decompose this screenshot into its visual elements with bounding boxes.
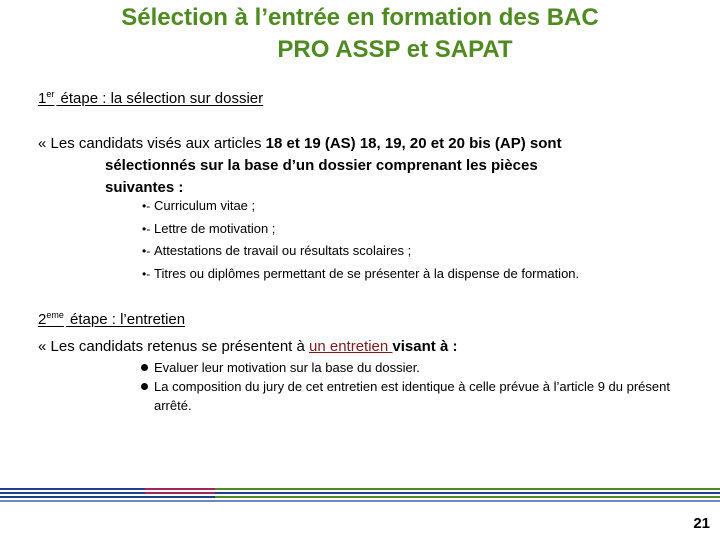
step-2-heading: [38, 306, 185, 329]
title-line-1: Sélection à l’entrée en formation des BAC: [121, 4, 599, 31]
list-item: •- Curriculum vitae ;: [142, 195, 579, 218]
list-item: •- Attestations de travail ou résultats scolaires ;: [142, 240, 579, 263]
footer-bar: [215, 500, 720, 502]
para-1-line-3: suivantes :: [105, 179, 184, 196]
dot-bullet-icon: [141, 364, 148, 371]
footer-bar: [215, 496, 720, 498]
slide-title: [0, 2, 720, 66]
para-1-articles: 18 et 19 (AS) 18, 19, 20 et 20 bis (AP) sont: [265, 135, 562, 152]
step-1-superscript: er: [46, 89, 55, 99]
list-item: •- Lettre de motivation ;: [142, 218, 579, 241]
footer-bar: [145, 500, 215, 502]
footer-bar: [145, 496, 215, 498]
footer-bar: [145, 492, 215, 494]
list-item: Evaluer leur motivation sur la base du dossier.: [132, 358, 692, 377]
dash-bullet-icon: •-: [142, 221, 151, 236]
footer-decoration: [0, 484, 720, 504]
footer-bar: [0, 492, 145, 494]
interview-highlight: un entretien: [309, 338, 393, 355]
step-2-superscript: eme: [46, 310, 64, 320]
page-number: 21: [693, 515, 710, 532]
step-2-label: étape : l’entretien: [70, 311, 186, 328]
para-2-intro: « Les candidats retenus se présentent à: [38, 338, 310, 355]
footer-bar: [0, 500, 145, 502]
dash-bullet-icon: •-: [142, 244, 151, 258]
dot-bullet-icon: [141, 383, 148, 390]
title-line-2: PRO ASSP et SAPAT: [277, 36, 513, 63]
step-2-paragraph: [38, 336, 658, 358]
step-1-number: 1: [38, 90, 47, 107]
footer-bar: [215, 488, 720, 490]
documents-list: [142, 195, 579, 285]
footer-bar: [145, 488, 215, 490]
dash-bullet-icon: •-: [142, 199, 151, 213]
para-2-end: visant à :: [392, 338, 458, 355]
para-1-intro: « Les candidats visés aux articles: [38, 135, 266, 152]
para-1-line-2: sélectionnés sur la base d’un dossier comprenant les pièces: [105, 157, 538, 174]
footer-bar: [0, 488, 145, 490]
list-item: La composition du jury de cet entretien est identique à celle prévue à l’article 9 du présent arrêté.: [132, 377, 692, 415]
list-item: •- Titres ou diplômes permettant de se présenter à la dispense de formation.: [142, 263, 579, 286]
step-1-paragraph: [38, 133, 658, 199]
footer-bar: [215, 492, 720, 494]
step-1-label: étape : la sélection sur dossier: [60, 90, 264, 107]
criteria-list: [132, 358, 692, 415]
step-1-heading: [38, 85, 263, 108]
dash-bullet-icon: •-: [142, 266, 151, 281]
step-2-number: 2: [38, 311, 47, 328]
footer-bar: [0, 496, 145, 498]
